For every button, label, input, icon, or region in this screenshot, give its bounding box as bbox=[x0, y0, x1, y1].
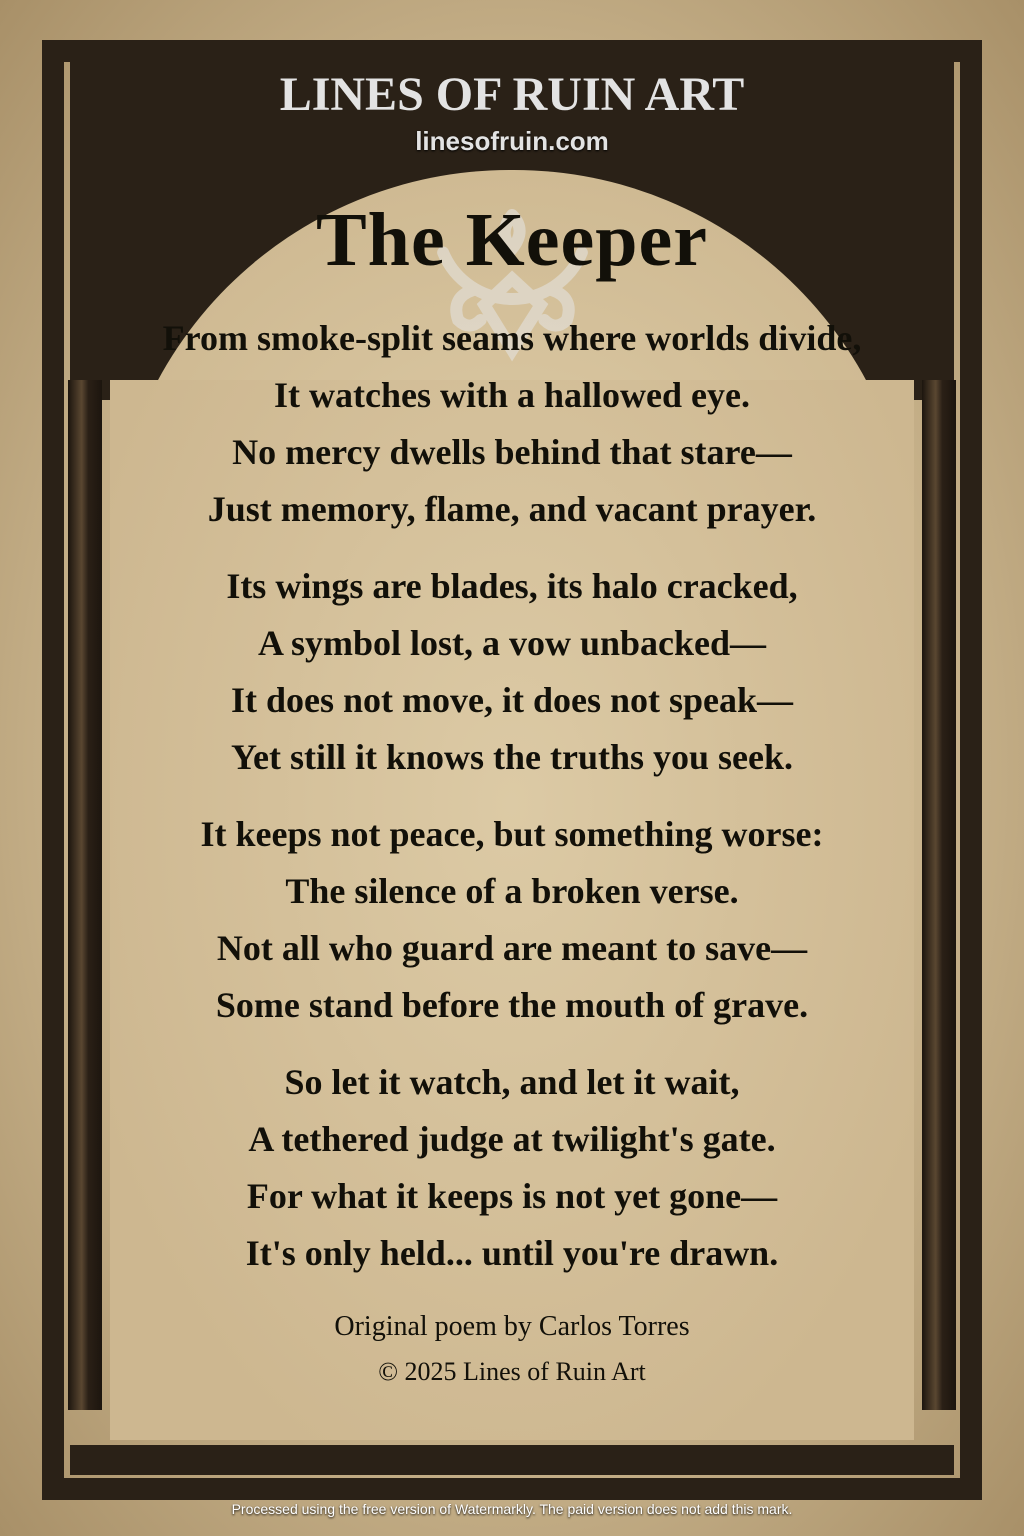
stanza-3 bbox=[110, 806, 914, 1034]
poem-line: For what it keeps is not yet gone— bbox=[246, 1176, 778, 1216]
right-pillar bbox=[922, 380, 956, 1410]
poem-line: Not all who guard are meant to save— bbox=[216, 928, 808, 968]
frame-base bbox=[70, 1445, 954, 1475]
author-credit: Original poem by Carlos Torres bbox=[334, 1311, 690, 1342]
copyright: © 2025 Lines of Ruin Art bbox=[378, 1357, 646, 1386]
poem-line: It's only held... until you're drawn. bbox=[245, 1233, 779, 1273]
watermark-brand: LINES OF RUIN ART bbox=[279, 68, 745, 121]
poem-line: The silence of a broken verse. bbox=[285, 871, 739, 911]
poem-line: It does not move, it does not speak— bbox=[230, 680, 794, 720]
stanza-4 bbox=[110, 1054, 914, 1282]
poem-title: The Keeper bbox=[315, 198, 708, 282]
watermarkly-notice: Processed using the free version of Watermarkly. The paid version does not add this mark. bbox=[231, 1501, 793, 1517]
poem-line: So let it watch, and let it wait, bbox=[284, 1062, 740, 1102]
stanza-2 bbox=[110, 558, 914, 786]
left-pillar bbox=[68, 380, 102, 1410]
poem-line: Its wings are blades, its halo cracked, bbox=[226, 566, 798, 606]
poem-line: It watches with a hallowed eye. bbox=[274, 375, 750, 415]
stanza-1 bbox=[110, 310, 914, 538]
poem-line: Some stand before the mouth of grave. bbox=[215, 985, 809, 1025]
poem-line: A symbol lost, a vow unbacked— bbox=[257, 623, 767, 663]
poem bbox=[110, 190, 914, 1392]
poem-line: Just memory, flame, and vacant prayer. bbox=[207, 489, 817, 529]
poem-line: No mercy dwells behind that stare— bbox=[232, 432, 792, 472]
poem-line: A tethered judge at twilight's gate. bbox=[248, 1119, 776, 1159]
poem-line: Yet still it knows the truths you seek. bbox=[230, 737, 794, 777]
poem-line: From smoke-split seams where worlds divide, bbox=[162, 318, 862, 358]
watermark-url: linesofruin.com bbox=[415, 126, 609, 156]
poem-line: It keeps not peace, but something worse: bbox=[200, 814, 824, 854]
